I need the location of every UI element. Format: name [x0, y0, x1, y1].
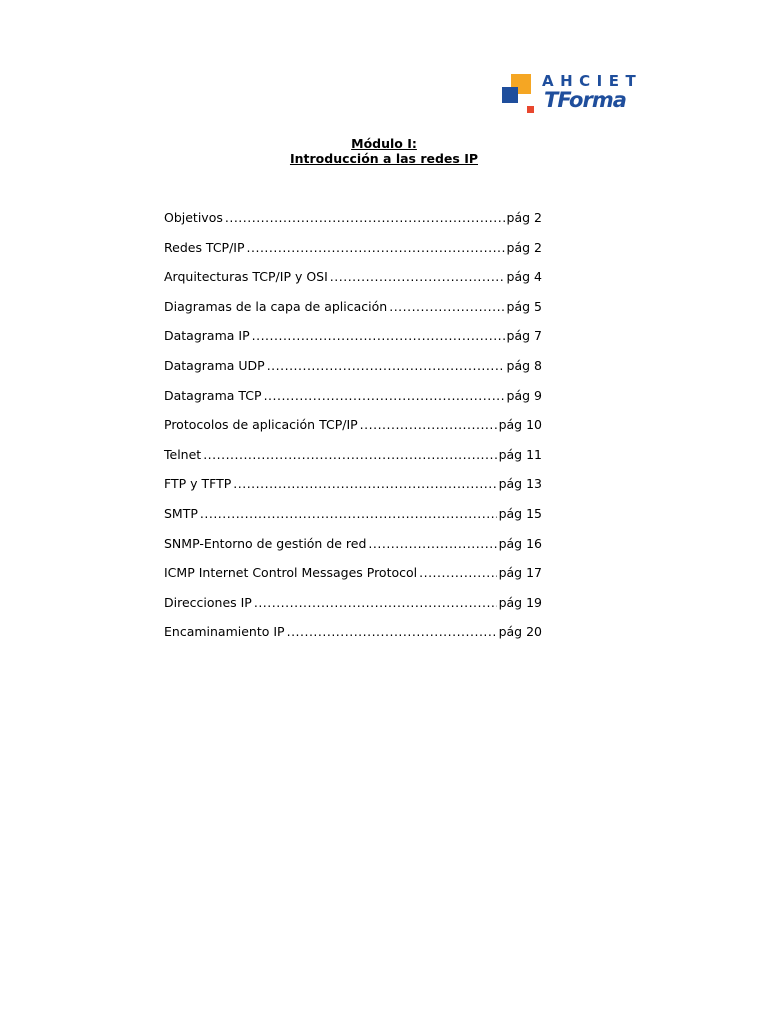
toc-leader-dots [254, 593, 497, 613]
toc-leader-dots [225, 208, 505, 228]
toc-entry-title: SMTP [164, 505, 198, 521]
toc-entry-title: Datagrama UDP [164, 357, 265, 373]
toc-entry [164, 356, 542, 386]
module-number: Módulo I: [351, 136, 417, 151]
toc-entry-page: pág 19 [498, 594, 542, 610]
toc-leader-dots [368, 534, 496, 554]
toc-entry-page: pág 16 [498, 535, 542, 551]
toc-leader-dots [389, 297, 504, 317]
toc-leader-dots [247, 238, 505, 258]
toc-entry-title: Redes TCP/IP [164, 239, 245, 255]
toc-entry [164, 534, 542, 564]
logo-blue-square [502, 87, 518, 103]
toc-leader-dots [267, 356, 505, 376]
toc-entry-title: Datagrama IP [164, 328, 250, 344]
toc-entry [164, 208, 542, 238]
toc-leader-dots [330, 267, 505, 287]
toc-leader-dots [252, 326, 505, 346]
toc-entry-title: ICMP Internet Control Messages Protocol [164, 565, 418, 581]
toc-entry-page: pág 10 [498, 417, 542, 433]
toc-entry-title: Encaminamiento IP [164, 624, 285, 640]
ahciet-tforma-logo [500, 72, 660, 118]
toc-entry-title: Protocolos de aplicación TCP/IP [164, 417, 358, 433]
toc-entry [164, 445, 542, 475]
table-of-contents [164, 208, 542, 652]
toc-leader-dots [287, 622, 497, 642]
module-title: Introducción a las redes IP [289, 151, 479, 166]
toc-entry-title: SNMP-Entorno de gestión de red [164, 535, 367, 551]
logo-red-square [527, 106, 534, 113]
toc-entry-page: pág 20 [498, 624, 542, 640]
toc-leader-dots [203, 445, 496, 465]
toc-entry-title: Objetivos [164, 210, 223, 225]
toc-entry-title: FTP y TFTP [164, 476, 232, 492]
toc-entry [164, 386, 542, 416]
toc-entry-page: pág 13 [498, 476, 542, 492]
toc-leader-dots [264, 386, 505, 406]
toc-entry-page: pág 4 [506, 269, 542, 285]
toc-entry [164, 238, 542, 268]
toc-entry [164, 326, 542, 356]
toc-entry-page: pág 5 [506, 298, 542, 314]
toc-entry-title: Direcciones IP [164, 594, 252, 610]
toc-entry-page: pág 17 [498, 565, 542, 581]
toc-entry-title: Telnet [164, 446, 202, 462]
module-heading [0, 136, 768, 166]
toc-entry [164, 267, 542, 297]
toc-entry-page: pág 2 [506, 210, 542, 225]
toc-entry-page: pág 2 [506, 239, 542, 255]
logo-ahciet-text: AHCIET [542, 72, 643, 90]
toc-entry-title: Arquitecturas TCP/IP y OSI [164, 269, 328, 285]
toc-entry-title: Datagrama TCP [164, 387, 262, 403]
toc-entry [164, 297, 542, 327]
logo-tforma-text: TForma [544, 88, 626, 112]
toc-leader-dots [233, 474, 496, 494]
toc-entry [164, 593, 542, 623]
toc-entry [164, 415, 542, 445]
toc-entry-title: Diagramas de la capa de aplicación [164, 298, 388, 314]
toc-entry [164, 563, 542, 593]
toc-entry-page: pág 8 [506, 357, 542, 373]
toc-leader-dots [200, 504, 497, 524]
toc-entry [164, 474, 542, 504]
toc-entry-page: pág 15 [498, 505, 542, 521]
toc-leader-dots [360, 415, 497, 435]
toc-entry [164, 504, 542, 534]
toc-entry-page: pág 9 [506, 387, 542, 403]
toc-entry-page: pág 7 [506, 328, 542, 344]
toc-entry-page: pág 11 [498, 446, 542, 462]
toc-entry [164, 622, 542, 652]
toc-leader-dots [419, 563, 496, 583]
